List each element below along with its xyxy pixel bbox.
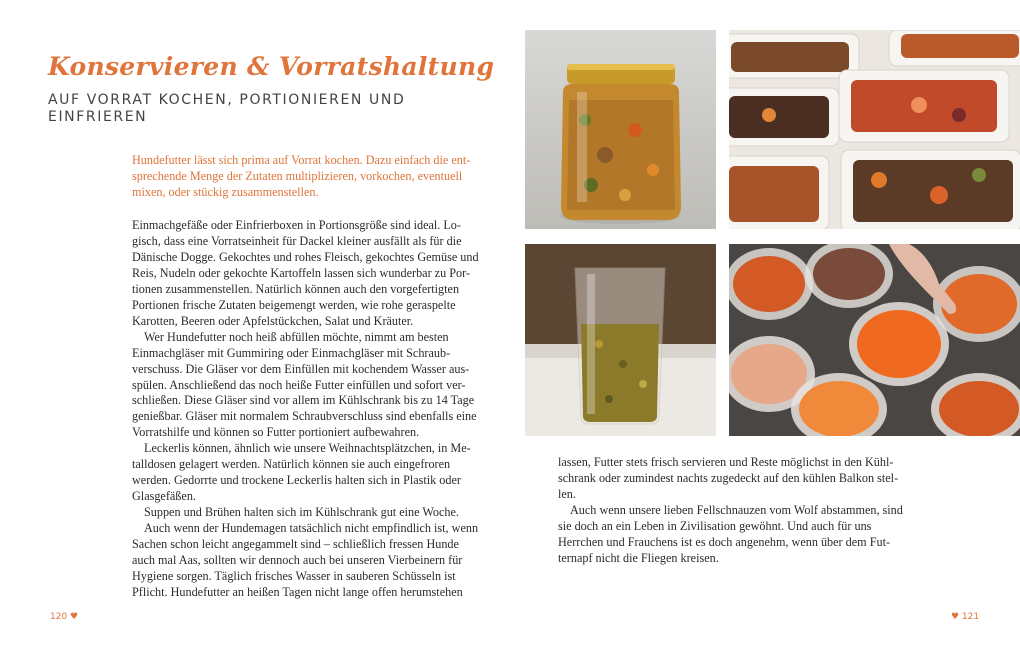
text-line: Auch wenn der Hundemagen tatsächlich nicht empfindlich ist, wenn <box>144 521 479 536</box>
text-line: Herrchen und Frauchens ist es doch angenehm, wenn über dem Fut- <box>558 534 891 549</box>
intro-line: Hundefutter lässt sich prima auf Vorrat kochen. Dazu einfach die ent- <box>132 153 471 167</box>
text-line: talldosen gelagert werden. Natürlich können sie auch eingefroren <box>132 457 451 472</box>
text-line: verschuss. Die Gläser vor dem Einfüllen mit kochendem Wasser aus- <box>132 361 470 376</box>
text-line: schrank oder zumindest nachts zugedeckt auf den kühlen Balkon stel- <box>558 470 899 485</box>
right-text-column <box>558 455 903 567</box>
intro-paragraph <box>132 152 471 200</box>
text-line: Einmachgefäße oder Einfrierboxen in Portionsgröße sind ideal. Lo- <box>132 218 461 232</box>
text-line: Leckerlis können, ähnlich wie unsere Weihnachtsplätzchen, in Me- <box>144 441 471 456</box>
text-line: Auch wenn unsere lieben Fellschnauzen vom Wolf abstammen, sind <box>570 502 903 517</box>
text-line: Vorratshilfe und können so Futter portioniert aufbewahren. <box>132 425 420 440</box>
intro-line: mixen, oder stückig zusammenstellen. <box>132 185 319 200</box>
text-line: Suppen und Brühen halten sich im Kühlschrank gut eine Woche. <box>144 505 459 520</box>
text-line: lassen, Futter stets frisch servieren und Reste möglichst in den Kühl- <box>558 455 894 469</box>
text-line: sie doch an ein Leben in Zivilisation gewöhnt. Und auch für uns <box>558 518 872 533</box>
page-number-left: 120 ♥ <box>50 612 79 622</box>
photo-blender-cup <box>525 244 716 436</box>
page-number-right: ♥ 121 <box>951 612 980 622</box>
text-line: len. <box>558 486 576 501</box>
text-line: Reis, Nudeln oder gekochte Kartoffeln lassen sich wunderbar zu Por- <box>132 265 470 280</box>
text-line: werden. Gedorrte und trockene Leckerlis halten sich in Plastik oder <box>132 473 461 488</box>
text-line: tionen zusammenstellen. Natürlich können auch den vorgefertigten <box>132 281 460 296</box>
photo-cups-with-carrots <box>729 244 1020 436</box>
text-line: Glasgefäßen. <box>132 489 196 504</box>
intro-line: sprechende Menge der Zutaten multiplizieren, vorkochen, eventuell <box>132 169 463 184</box>
text-line: genießbar. Gläser mit normalem Schraubverschluss sind ebenfalls eine <box>132 409 477 424</box>
text-line: Einmachgläser mit Gummiring oder Einmachgläser mit Schraub- <box>132 345 451 360</box>
text-line: Dänische Dogge. Gekochtes und rohes Fleisch, gekochtes Gemüse und <box>132 249 479 264</box>
text-line: Pflicht. Hundefutter an heißen Tagen nicht lange offen herumstehen <box>132 584 463 599</box>
text-line: auch mal Aas, sollten wir dennoch auch bei unseren Vierbeinern für <box>132 553 463 568</box>
chapter-title: Konservieren & Vorratshaltung <box>48 52 495 81</box>
chapter-subtitle: AUF VORRAT KOCHEN, PORTIONIEREN UND EINFRIEREN <box>48 92 406 125</box>
photo-portion-boxes <box>729 30 1020 229</box>
left-text-column <box>132 218 479 601</box>
text-line: Wer Hundefutter noch heiß abfüllen möchte, nimmt am besten <box>144 329 449 344</box>
photo-jar-with-food <box>525 30 716 229</box>
text-line: Portionen frische Zutaten beigemengt werden, wie rohe geraspelte <box>132 297 456 312</box>
text-line: Hygiene sorgen. Täglich frisches Wasser in sauberen Schüsseln ist <box>132 568 456 583</box>
text-line: gisch, dass eine Vorratseinheit für Dackel kleiner ausfällt als für die <box>132 233 462 248</box>
text-line: ternapf nicht die Fliegen kreisen. <box>558 550 719 565</box>
text-line: spülen. Anschließend das noch heiße Futter einfüllen und sofort ver- <box>132 377 466 392</box>
text-line: schließen. Diese Gläser sind vor allem im Kühlschrank bis zu 14 Tage <box>132 393 475 408</box>
text-line: Sachen schon leicht angegammelt sind – schließlich fressen Hunde <box>132 537 459 552</box>
text-line: Karotten, Beeren oder Apfelstückchen, Salat und Kräuter. <box>132 313 414 328</box>
